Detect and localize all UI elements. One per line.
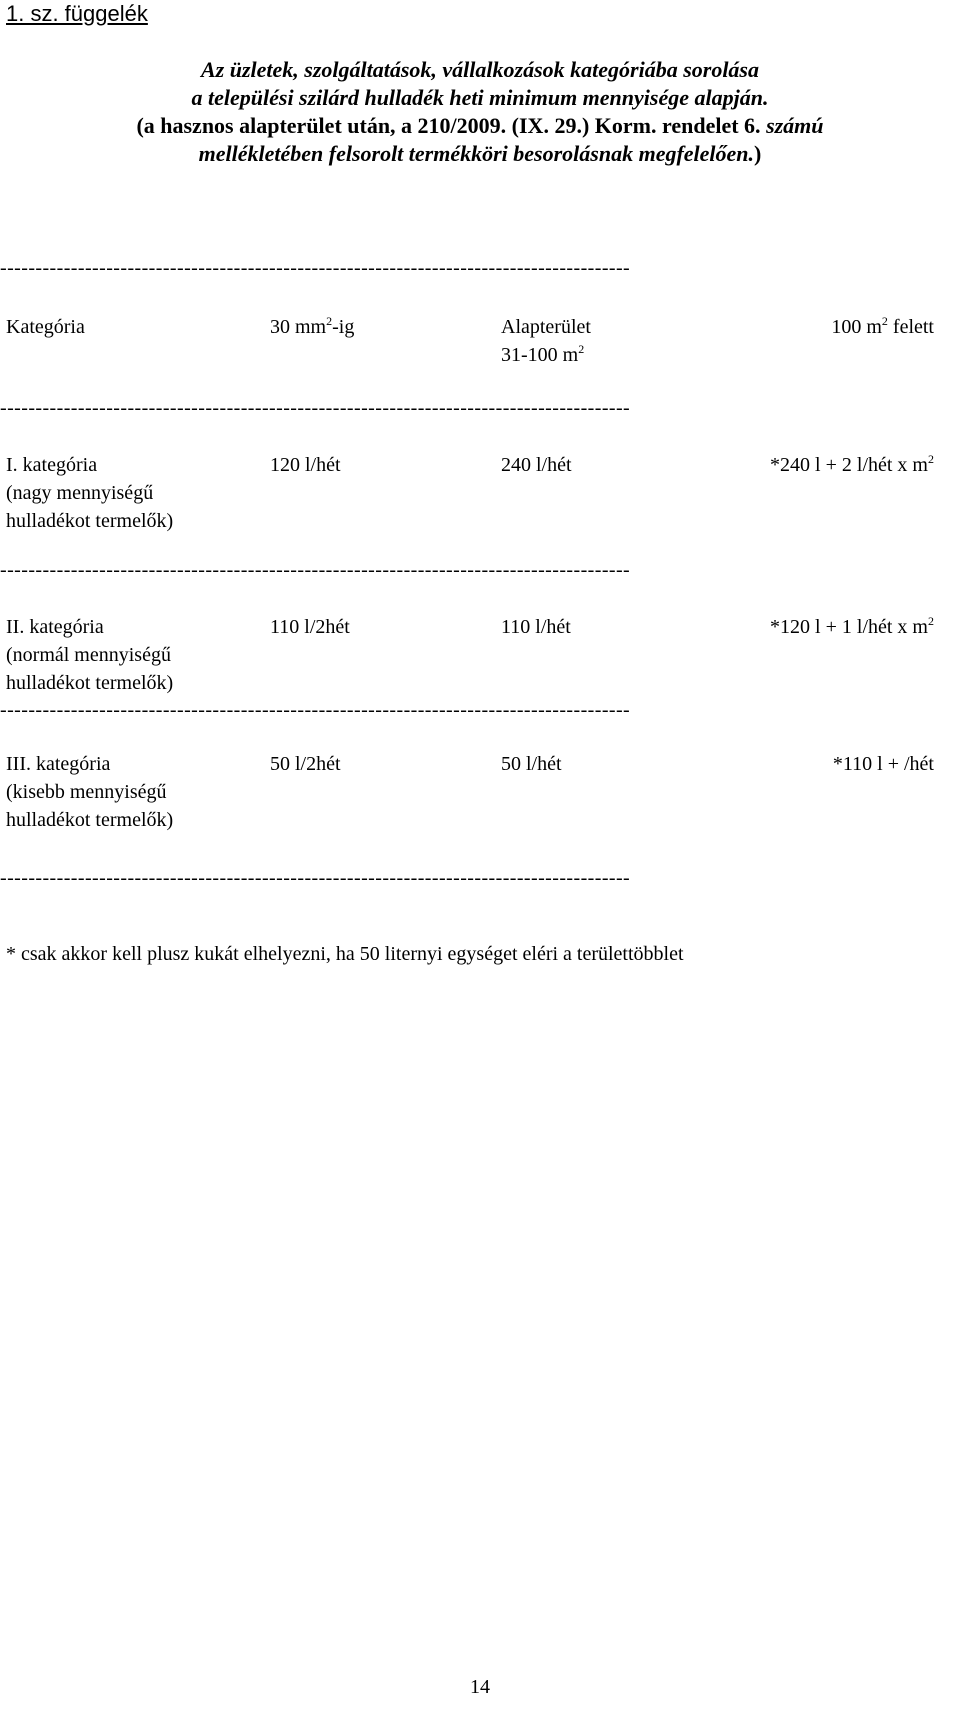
category-name: I. kategória xyxy=(6,454,98,476)
row-2-value-large-text: *120 l + 1 l/hét x m xyxy=(770,616,928,638)
header-col-large-text: 100 m xyxy=(831,316,882,338)
appendix-label: 1. sz. függelék xyxy=(6,1,148,26)
title-line-1: Az üzletek, szolgáltatások, vállalkozások kategóriába sorolása xyxy=(201,57,759,82)
title-line-3-regulation: (a hasznos alapterület után, a 210/2009. (IX. 29.) Korm. rendelet 6. xyxy=(136,113,761,138)
row-1-value-large-text: *240 l + 2 l/hét x m xyxy=(770,454,928,476)
row-2-value-small: 110 l/2hét xyxy=(270,616,350,638)
separator-line: ----------------------------------------------------------------------------------------- xyxy=(0,397,631,419)
title-line-4-text: mellékletében felsorolt termékköri besorolásnak megfelelően. xyxy=(198,141,755,166)
header-col-small-sup: 2 xyxy=(326,314,333,328)
category-name: II. kategória xyxy=(6,616,104,638)
category-desc: (nagy mennyiségű xyxy=(6,482,154,504)
header-col-small xyxy=(270,313,354,341)
table-row-category-2 xyxy=(6,613,173,697)
header-category: Kategória xyxy=(6,316,85,338)
footnote: * csak akkor kell plusz kukát elhelyezni, ha 50 liternyi egységet eléri a területtöbblet xyxy=(6,943,684,965)
row-2-value-large-sup: 2 xyxy=(928,614,934,628)
row-3-value-large: *110 l + /hét xyxy=(832,753,934,775)
header-col-large-sup: 2 xyxy=(881,314,888,328)
header-col-area xyxy=(501,313,591,369)
table-row-category-3 xyxy=(6,750,173,834)
category-name: III. kategória xyxy=(6,753,111,775)
title-line-2: a települési szilárd hulladék heti minimum mennyisége alapján. xyxy=(191,85,769,110)
header-col-area-range-sup: 2 xyxy=(578,342,585,356)
row-2-value-large xyxy=(770,613,934,641)
category-desc: (kisebb mennyiségű xyxy=(6,781,167,803)
header-col-area-range-text: 31-100 m xyxy=(501,344,579,366)
header-col-large-suffix: felett xyxy=(887,316,934,338)
separator-line: ----------------------------------------------------------------------------------------- xyxy=(0,257,631,279)
row-1-value-area: 240 l/hét xyxy=(501,454,572,476)
category-desc: hulladékot termelők) xyxy=(6,510,174,532)
row-2-value-area: 110 l/hét xyxy=(501,616,571,638)
row-3-value-small: 50 l/2hét xyxy=(270,753,341,775)
separator-line: ----------------------------------------------------------------------------------------- xyxy=(0,559,631,581)
separator-line: ----------------------------------------------------------------------------------------- xyxy=(0,699,631,721)
document-title xyxy=(0,56,960,168)
row-1-value-large-sup: 2 xyxy=(928,452,934,466)
separator-line: ----------------------------------------------------------------------------------------- xyxy=(0,867,631,889)
category-desc: hulladékot termelők) xyxy=(6,672,174,694)
row-1-value-large xyxy=(770,451,934,479)
title-line-4-close: ) xyxy=(754,141,762,166)
header-col-large xyxy=(831,313,934,341)
header-col-area-title: Alapterület xyxy=(501,316,591,338)
category-desc: hulladékot termelők) xyxy=(6,809,174,831)
title-line-4 xyxy=(0,140,960,168)
title-line-3 xyxy=(0,112,960,140)
row-1-value-small: 120 l/hét xyxy=(270,454,341,476)
row-3-value-area: 50 l/hét xyxy=(501,753,562,775)
header-col-small-text: 30 mm xyxy=(270,316,327,338)
page-number: 14 xyxy=(470,1676,490,1698)
title-line-3-tail: számú xyxy=(760,113,824,138)
header-col-area-range xyxy=(501,341,591,369)
category-desc: (normál mennyiségű xyxy=(6,644,171,666)
header-col-small-suffix: -ig xyxy=(332,316,355,338)
table-row-category-1 xyxy=(6,451,173,535)
